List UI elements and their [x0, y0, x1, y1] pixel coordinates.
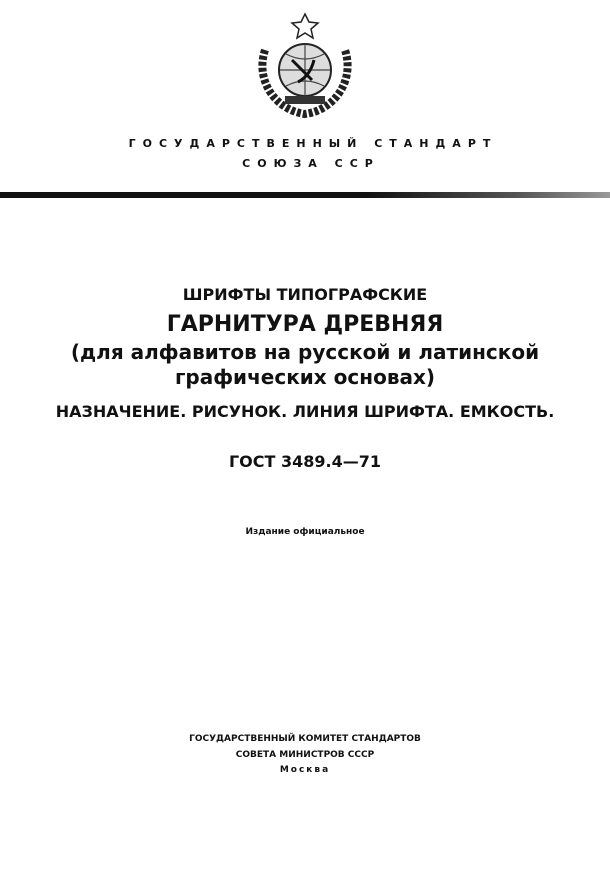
publisher-city: Москва: [279, 765, 331, 775]
subtitle-line-2: графических основах): [174, 365, 436, 389]
category-title: ШРИФТЫ ТИПОГРАФСКИЕ: [182, 285, 428, 304]
publisher-line-1: ГОСУДАРСТВЕННЫЙ КОМИТЕТ СТАНДАРТОВ: [189, 734, 421, 744]
ussr-emblem-icon: [250, 10, 360, 120]
scope-line: НАЗНАЧЕНИЕ. РИСУНОК. ЛИНИЯ ШРИФТА. ЕМКОСТЬ.: [55, 402, 555, 421]
edition-note: Издание официальное: [245, 527, 365, 537]
header-line-1: ГОСУДАРСТВЕННЫЙ СТАНДАРТ: [128, 137, 498, 150]
gost-number: ГОСТ 3489.4—71: [228, 452, 382, 471]
publisher-line-2: СОВЕТА МИНИСТРОВ СССР: [235, 750, 375, 760]
main-title: ГАРНИТУРА ДРЕВНЯЯ: [166, 312, 444, 337]
divider: [0, 192, 610, 198]
header-line-2: СОЮЗА ССР: [242, 157, 380, 170]
subtitle-line-1: (для алфавитов на русской и латинской: [70, 340, 540, 364]
